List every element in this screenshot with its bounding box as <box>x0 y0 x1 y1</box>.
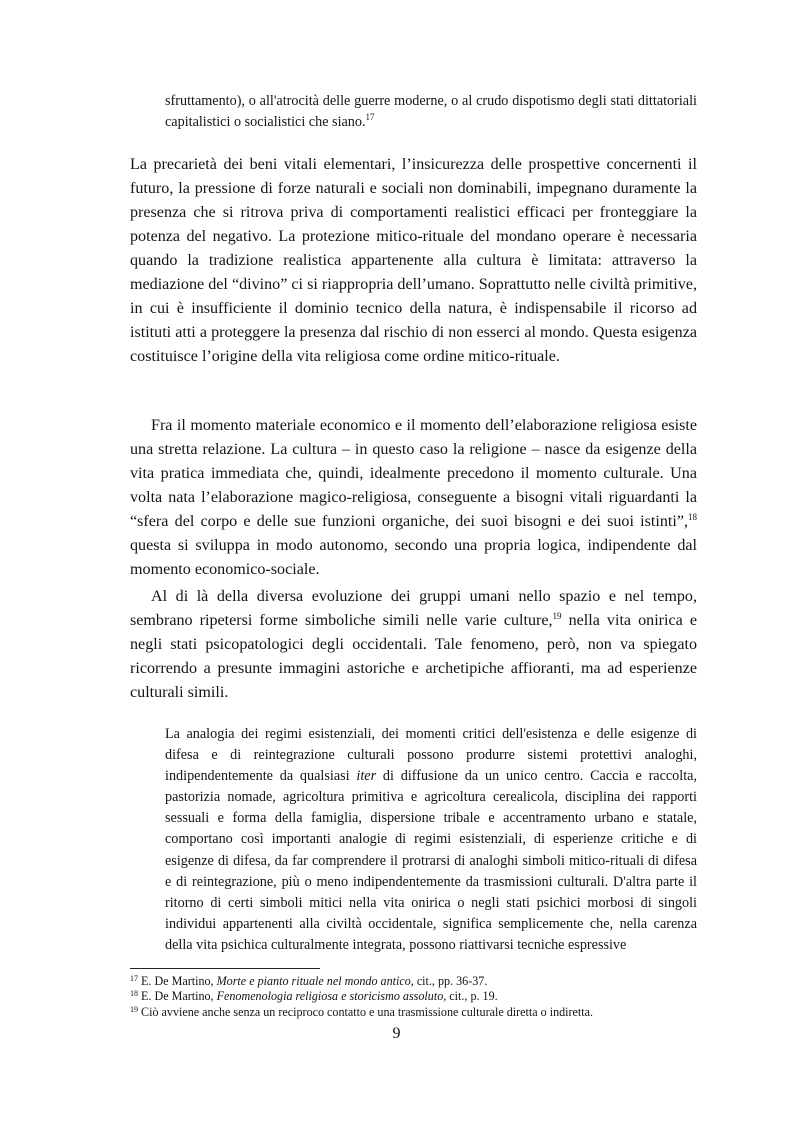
footnote-text: E. De Martino, <box>141 989 217 1004</box>
quote-text: di diffusione da un unico centro. Caccia e raccolta, pastorizia nomade, agricoltura primitiva e agricoltura cerealicola, disciplina dei rapporti sessuali e forma della famiglia, dispersione tribale e accentramento urbano e statale, comportano così importanti analogie di regimi esistenziali, di esperienze critiche e di esigenze di difesa, da far comprendere il protrarsi di analoghi simboli mitico-rituali di difesa e di reintegrazione, più o meno indipendentemente da trasmissioni culturali. D'altra parte il ritorno di certi simboli mitici nella vita onirica o negli stati psichici morbosi di singoli individui appartenenti alla civiltà occidentale, significa semplicemente che, nella carenza della vita psichica culturalmente integrata, possono riattivarsi tecniche espressive <box>165 768 698 953</box>
block-quote-analogia <box>165 724 697 956</box>
paragraph-evoluzione <box>130 585 697 705</box>
footnote-text: E. De Martino, <box>141 974 217 988</box>
paragraph-text: Al di là della diversa evoluzione dei gruppi umani nello spazio e nel tempo, sembrano ripetersi forme simboliche simili nelle varie culture, <box>130 588 697 629</box>
footnote-number: 18 <box>130 989 138 999</box>
quote-text: sfruttamento), o all'atrocità delle guerre moderne, o al crudo dispotismo degli stati dittatoriali capitalistici o socialistici che siano. <box>165 93 697 130</box>
quote-italic-iter: iter <box>356 768 377 785</box>
paragraph-text: questa si sviluppa in modo autonomo, secondo una propria logica, indipendente dal momento economico-sociale. <box>130 537 697 578</box>
paragraph-text: Fra il momento materiale economico e il momento dell’elaborazione religiosa esiste una stretta relazione. La cultura – in questo caso la religione – nasce da esigenze della vita pratica immediata che, quindi, idealmente precedono il momento culturale. Una volta nata l’elaborazione magico-religiosa, conseguente a bisogni vitali riguardanti la “sfera del corpo e delle sue funzioni organiche, dei suoi bisogni e dei suoi istinti”, <box>130 417 697 530</box>
footnote-19 <box>130 1005 697 1020</box>
footnote-text: , cit., p. 19. <box>443 989 498 1004</box>
page-number: 9 <box>392 1025 401 1042</box>
footnote-ref-18[interactable]: 18 <box>688 512 697 522</box>
footnote-18 <box>130 989 697 1004</box>
block-quote-continued <box>165 91 697 133</box>
footnote-number: 19 <box>130 1004 138 1014</box>
footnote-ref-17[interactable]: 17 <box>365 112 375 122</box>
footnote-text: , cit., pp. 36-37. <box>410 974 488 988</box>
footnote-text: Ciò avviene anche senza un reciproco contatto e una trasmissione culturale diretta o indiretta. <box>141 1004 594 1019</box>
footnote-17 <box>130 974 697 989</box>
paragraph-momento-materiale <box>130 414 697 582</box>
quote-text: La analogia dei regimi esistenziali, dei momenti critici dell'esistenza e delle esigenze di difesa e di reintegrazione culturali possono produrre sistemi protettivi analoghi, indipendentemente da qualsiasi <box>165 726 697 785</box>
footnote-book-title: Morte e pianto rituale nel mondo antico <box>216 974 411 988</box>
footnote-ref-19[interactable]: 19 <box>552 611 562 621</box>
footnote-number: 17 <box>130 974 138 983</box>
footnotes <box>130 974 697 1020</box>
footnote-separator <box>130 968 320 969</box>
footnote-book-title: Fenomenologia religiosa e storicismo assoluto <box>216 989 444 1004</box>
paragraph-text: nella vita onirica e negli stati psicopatologici degli occidentali. Tale fenomeno, però, non va spiegato ricorrendo a presunte immagini astoriche e archetipiche affioranti, ma ad esperienze culturali simili. <box>130 612 697 701</box>
paragraph-precarieta: La precarietà dei beni vitali elementari, l’insicurezza delle prospettive concernenti il futuro, la pressione di forze naturali e sociali non dominabili, impegnano duramente la presenza che si ritrova priva di comportamenti realistici efficaci per fronteggiare la potenza del negativo. La protezione mitico-rituale del mondano operare è necessaria quando la tradizione realistica appartenente alla cultura è limitata: attraverso la mediazione del “divino” ci si riappropria dell’umano. Soprattutto nelle civiltà primitive, in cui è insufficiente il dominio tecnico della natura, è indispensabile il ricorso ad istituti atti a proteggere la presenza dal rischio di non esserci al mondo. Questa esigenza costituisce l’origine della vita religiosa come ordine mitico-rituale. <box>130 156 697 365</box>
